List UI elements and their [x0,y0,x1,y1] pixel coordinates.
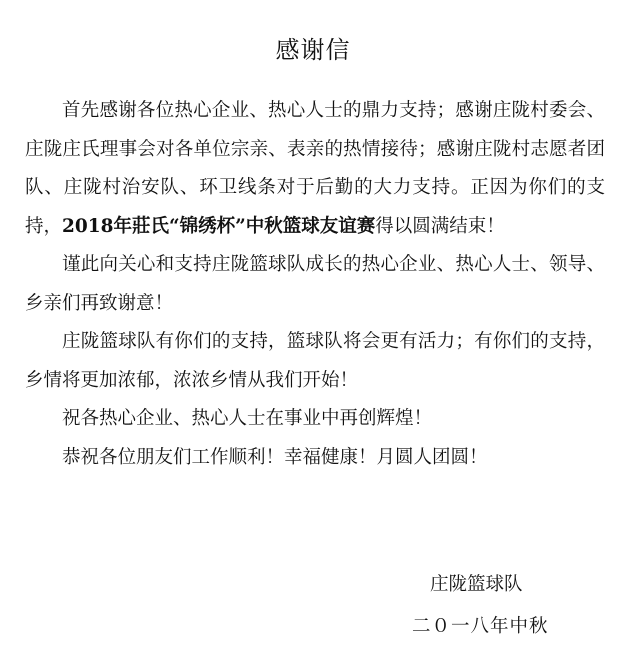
signature-organization: 庄陇篮球队 [430,574,523,595]
paragraph-support: 庄陇篮球队有你们的支持，篮球队将会更有活力；有你们的支持，乡情将更加浓郁，浓浓乡情从我们开始！ [25,331,605,391]
letter-body [25,92,605,477]
paragraph-thanks [25,92,605,246]
paragraph-wishes: 祝各热心企业、热心人士在事业中再创辉煌！ [62,408,433,429]
paragraph-blessing: 恭祝各位朋友们工作顺利！幸福健康！月圆人团圆！ [62,446,488,468]
paragraph-gratitude: 谨此向关心和支持庄陇篮球队成长的热心企业、热心人士、领导、乡亲们再致谢意！ [25,254,605,314]
letter-title: 感谢信 [275,36,351,64]
signature-date: 二０一八年中秋 [412,616,549,637]
paragraph-thanks-ending: 得以圆满结束！ [375,215,505,237]
paragraph-thanks-text: 首先感谢各位热心企业、热心人士的鼎力支持；感谢庄陇村委会、庄陇庄氏理事会对各单位宗亲、表亲的热情接待；感谢庄陇村志愿者团队、庄陇村治安队、环卫线条对于后勤的大力支持。正因为你们的支持， [25,100,605,237]
event-name: 2018年莊氏“锦绣杯”中秋篮球友谊赛 [62,215,376,237]
